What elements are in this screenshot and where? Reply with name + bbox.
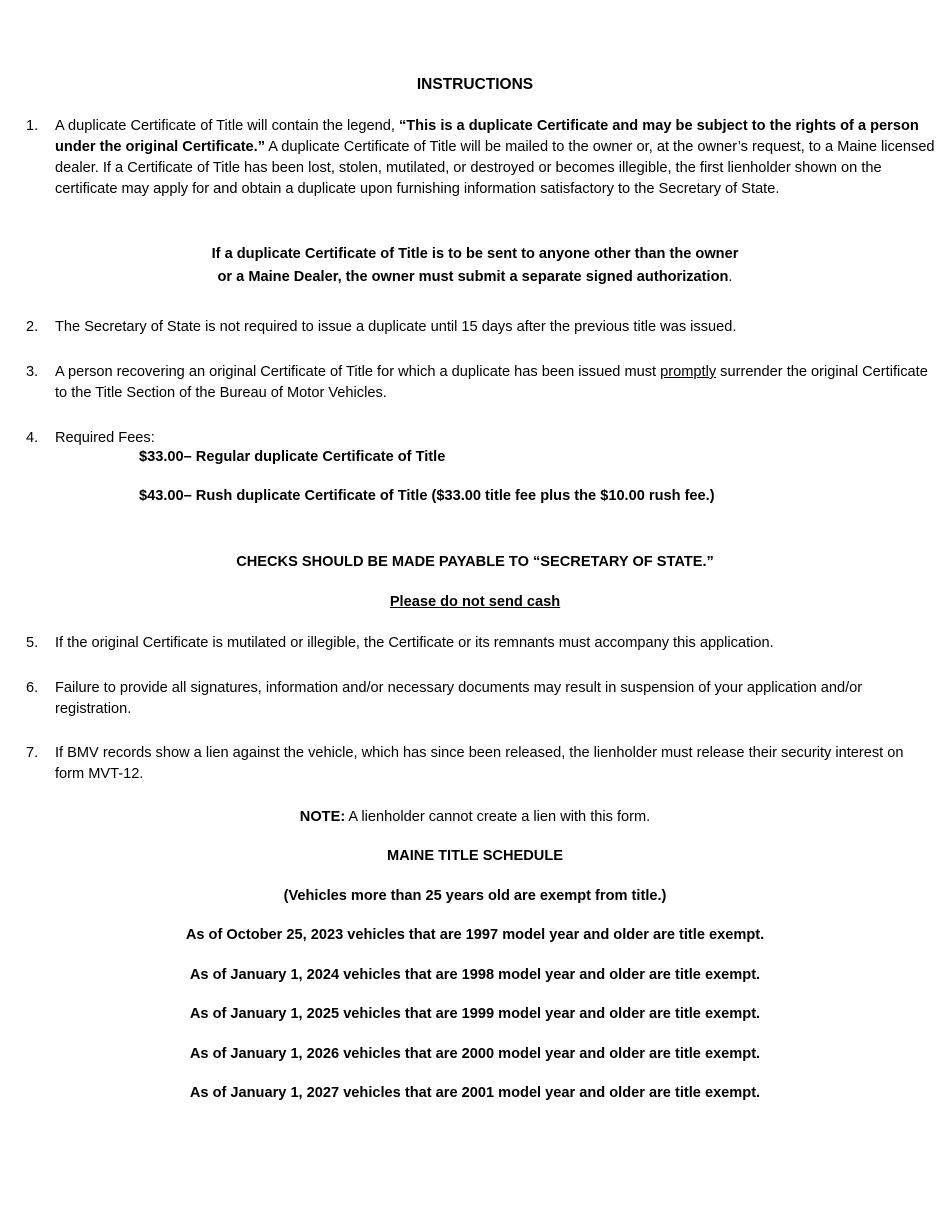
item-3-text: A person recovering an original Certificate of Title for which a duplicate has been issued must promptly surrender the original Certificate to the Title Section of the Bureau of Motor Vehicles. bbox=[55, 364, 928, 401]
item-number: 1. bbox=[26, 118, 39, 134]
item-5-text: If the original Certificate is mutilated or illegible, the Certificate or its remnants must accompany this application. bbox=[55, 635, 774, 651]
item-1-pre: A duplicate Certificate of Title will contain the legend, bbox=[55, 118, 399, 134]
schedule-entry: As of January 1, 2024 vehicles that are 1998 model year and older are title exempt. bbox=[189, 967, 761, 983]
item-6-text: Failure to provide all signatures, information and/or necessary documents may result in suspension of your application and/or registration. bbox=[55, 680, 863, 717]
item-number: 3. bbox=[26, 364, 39, 380]
schedule-entry: As of January 1, 2026 vehicles that are 2000 model year and older are title exempt. bbox=[189, 1046, 761, 1062]
page-title: INSTRUCTIONS bbox=[416, 76, 534, 93]
note-text: A lienholder cannot create a lien with this form. bbox=[345, 809, 651, 825]
item-number: 5. bbox=[26, 635, 39, 651]
lien-note bbox=[0, 809, 950, 825]
note-label: NOTE: bbox=[299, 809, 346, 825]
authorization-notice-line-2: or a Maine Dealer, the owner must submit a separate signed authorization. bbox=[217, 269, 733, 285]
schedule-entry: As of January 1, 2027 vehicles that are 2001 model year and older are title exempt. bbox=[189, 1085, 761, 1101]
item-number: 7. bbox=[26, 745, 39, 761]
fee-regular: $33.00– Regular duplicate Certificate of Title bbox=[139, 449, 446, 465]
item-number: 2. bbox=[26, 319, 39, 335]
item-number: 6. bbox=[26, 680, 39, 696]
schedule-title: MAINE TITLE SCHEDULE bbox=[387, 848, 563, 864]
item-2-text: The Secretary of State is not required to issue a duplicate until 15 days after the previous title was issued. bbox=[55, 319, 737, 335]
item-7-text: If BMV records show a lien against the vehicle, which has since been released, the lienholder must release their security interest on form MVT-12. bbox=[55, 745, 904, 782]
item-4-text: Required Fees: bbox=[55, 430, 155, 446]
item-1-post: A duplicate Certificate of Title will be mailed to the owner or, at the owner’s request, to a Maine licensed dealer. If a Certificate of Title has been lost, stolen, mutilated, or destroyed or becomes illegible, the first lienholder shown on the certificate may apply for and obtain a duplicate upon furnishing information satisfactory to the Secretary of State. bbox=[55, 139, 935, 197]
authorization-notice-line-1: If a duplicate Certificate of Title is to be sent to anyone other than the owner bbox=[211, 246, 739, 262]
checks-notice: CHECKS SHOULD BE MADE PAYABLE TO “SECRETARY OF STATE.” bbox=[236, 554, 714, 570]
fee-rush: $43.00– Rush duplicate Certificate of Title ($33.00 title fee plus the $10.00 rush fee.) bbox=[139, 488, 715, 504]
cash-notice: Please do not send cash bbox=[389, 594, 561, 610]
schedule-subtitle: (Vehicles more than 25 years old are exempt from title.) bbox=[283, 888, 667, 904]
item-number: 4. bbox=[26, 430, 39, 446]
item-1-text bbox=[55, 116, 935, 200]
schedule-entry: As of October 25, 2023 vehicles that are 1997 model year and older are title exempt. bbox=[185, 927, 765, 943]
duplicate-legend: “This is a duplicate Certificate and may be subject to the rights of a person under the original Certificate.” bbox=[55, 118, 919, 155]
promptly-emphasis: promptly bbox=[660, 364, 717, 380]
schedule-entry: As of January 1, 2025 vehicles that are 1999 model year and older are title exempt. bbox=[189, 1006, 761, 1022]
